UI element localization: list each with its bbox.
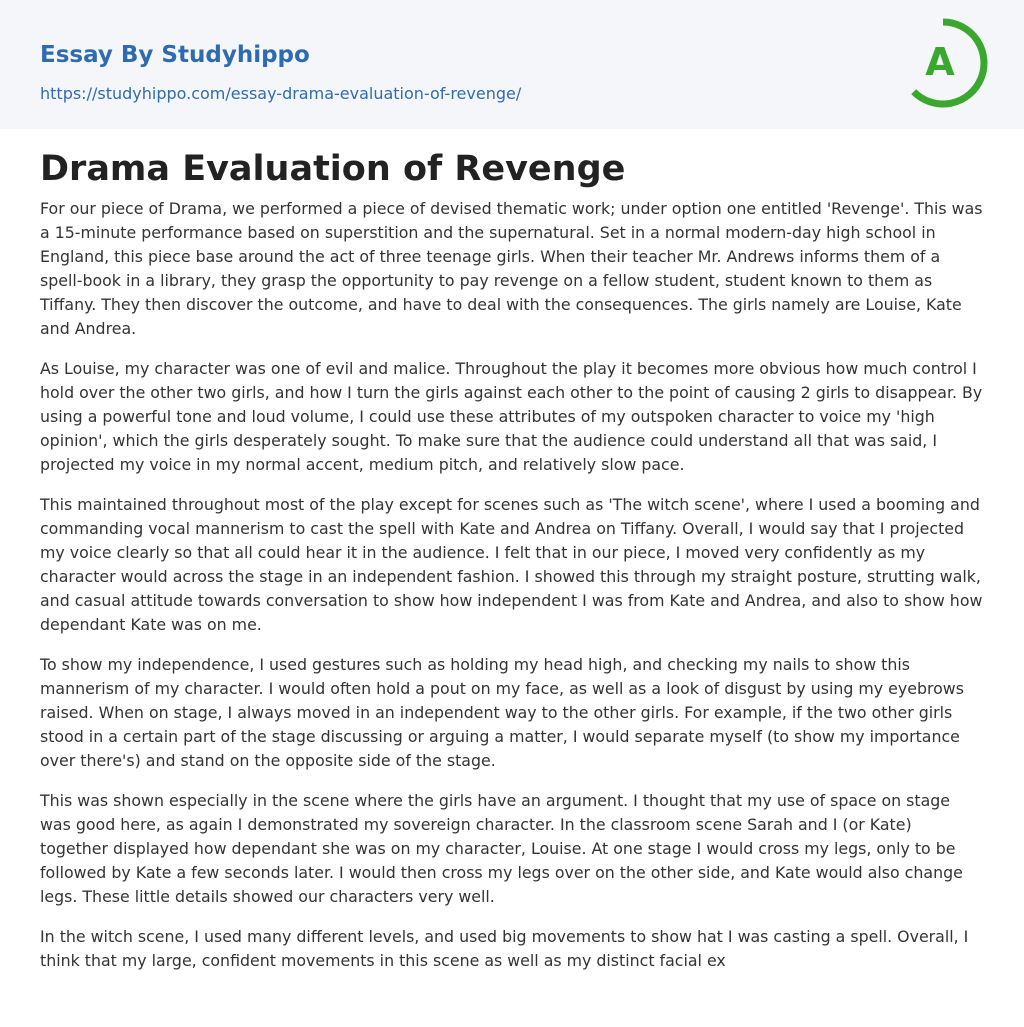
- site-header: [0, 0, 1024, 129]
- logo-letter: A: [925, 40, 955, 84]
- paragraph: As Louise, my character was one of evil and malice. Throughout the play it becomes more obvious how much control I hold over the other two girls, and how I turn the girls against each other to the point of causing 2 girls to disappear. By using a powerful tone and loud volume, I could use these attributes of my outspoken character to voice my 'high opinion', which the girls desperately sought. To make sure that the audience could understand all that was said, I projected my voice in my normal accent, medium pitch, and relatively slow pace.: [40, 359, 983, 474]
- article-body: [0, 149, 1024, 973]
- article-url-link[interactable]: https://studyhippo.com/essay-drama-evaluation-of-revenge/: [40, 84, 522, 103]
- studyhippo-logo-icon[interactable]: [898, 18, 988, 108]
- paragraph: To show my independence, I used gestures such as holding my head high, and checking my nails to show this mannerism of my character. I would often hold a pout on my face, as well as a look of disgust by using my eyebrows raised. When on stage, I always moved in an independent way to the other girls. For example, if the two other girls stood in a certain part of the stage discussing or arguing a matter, I would separate myself (to show my importance over there's) and stand on the opposite side of the stage.: [40, 655, 964, 770]
- site-brand[interactable]: Essay By Studyhippo: [40, 42, 310, 68]
- paragraph: This was shown especially in the scene where the girls have an argument. I thought that my use of space on stage was good here, as again I demonstrated my sovereign character. In the classroom scene Sarah and I (or Kate) together displayed how dependant she was on my character, Louise. At one stage I would cross my legs, only to be followed by Kate a few seconds later. I would then cross my legs over on the other side, and Kate would also change legs. These little details showed our characters very well.: [40, 791, 963, 906]
- paragraph: In the witch scene, I used many different levels, and used big movements to show hat I was casting a spell. Overall, I think that my large, confident movements in this scene as well as my distinct facial ex: [40, 927, 969, 970]
- paragraph: For our piece of Drama, we performed a piece of devised thematic work; under option one entitled 'Revenge'. This was a 15-minute performance based on superstition and the supernatural. Set in a normal modern-day high school in England, this piece base around the act of three teenage girls. When their teacher Mr. Andrews informs them of a spell-book in a library, they grasp the opportunity to pay revenge on a fellow student, student known to them as Tiffany. They then discover the outcome, and have to deal with the consequences. The girls namely are Louise, Kate and Andrea.: [40, 199, 983, 338]
- paragraph: This maintained throughout most of the play except for scenes such as 'The witch scene', where I used a booming and commanding vocal mannerism to cast the spell with Kate and Andrea on Tiffany. Overall, I would say that I projected my voice clearly so that all could hear it in the audience. I felt that in our piece, I moved very confidently as my character would across the stage in an independent fashion. I showed this through my straight posture, strutting walk, and casual attitude towards conversation to show how independent I was from Kate and Andrea, and also to show how dependant Kate was on me.: [40, 495, 983, 634]
- page-title: Drama Evaluation of Revenge: [40, 149, 626, 189]
